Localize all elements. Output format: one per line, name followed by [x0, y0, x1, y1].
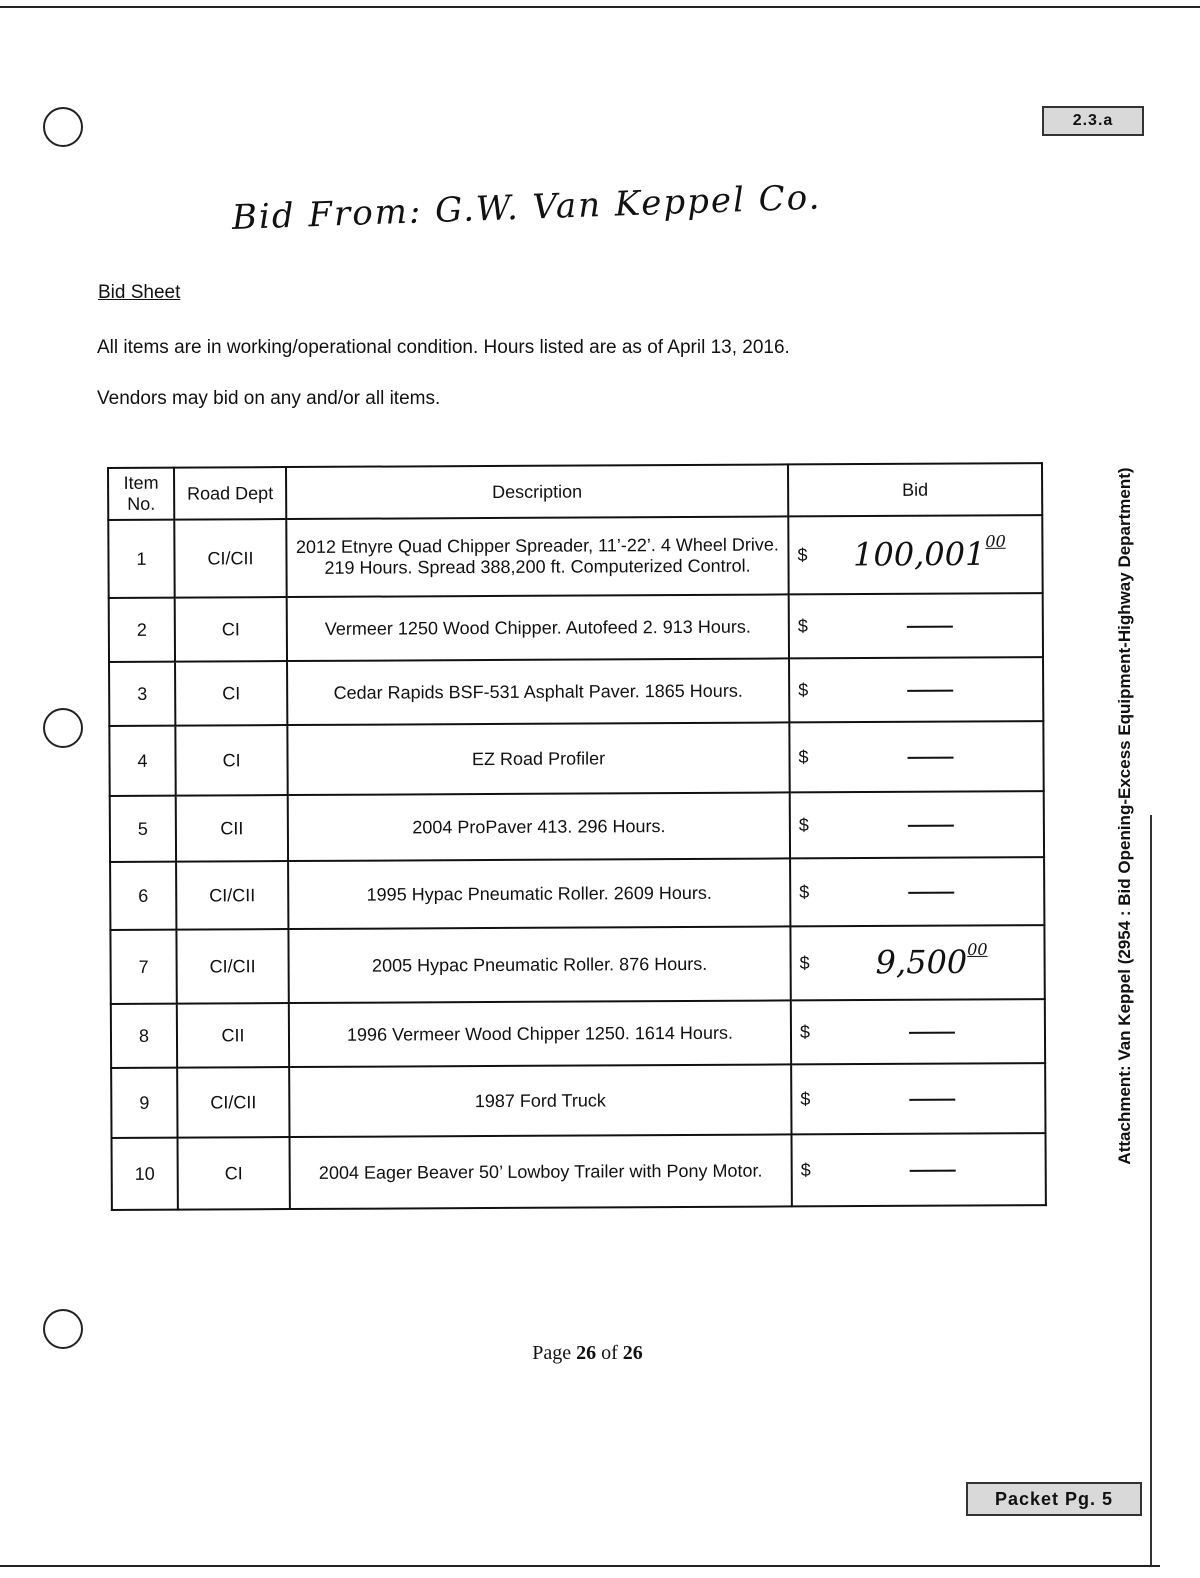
page-prefix: Page	[532, 1342, 572, 1364]
no-bid-dash-icon	[829, 870, 1033, 909]
table-row	[109, 657, 1043, 726]
dash-mark	[907, 625, 953, 627]
bid-cents: 00	[985, 531, 1006, 551]
dollar-sign: $	[800, 1088, 811, 1109]
page-number	[0, 1342, 1175, 1365]
road-dept-cell: CI	[178, 1137, 290, 1210]
page-current: 26	[576, 1342, 597, 1364]
item-number-cell: 10	[112, 1138, 178, 1210]
no-bid-dash-icon	[828, 604, 1032, 643]
description-cell: Vermeer 1250 Wood Chipper. Autofeed 2. 913 Hours.	[287, 594, 789, 661]
item-number-cell: 3	[109, 662, 175, 726]
road-dept-cell: CI	[175, 661, 287, 726]
description-cell: 1996 Vermeer Wood Chipper 1250. 1614 Hours.	[289, 1000, 791, 1067]
table-row	[110, 857, 1044, 930]
bid-cell	[790, 857, 1044, 926]
road-dept-cell: CII	[176, 795, 288, 862]
item-number-cell: 9	[111, 1068, 177, 1138]
no-bid-dash-icon	[830, 1077, 1034, 1116]
no-bid-dash-icon	[830, 1010, 1034, 1049]
attachment-side-label: Attachment: Van Keppel (2954 : Bid Opening-Excess Equipment-Highway Department)	[1115, 467, 1134, 1165]
road-dept-cell: CI/CII	[176, 861, 288, 930]
item-number-cell: 5	[110, 796, 176, 862]
bottom-border-line	[0, 1565, 1160, 1567]
dollar-sign: $	[798, 746, 809, 767]
bid-cell	[791, 999, 1045, 1064]
dash-mark	[910, 1169, 956, 1171]
bid-sheet-heading: Bid Sheet	[98, 282, 181, 303]
table-row	[108, 515, 1042, 598]
no-bid-dash-icon	[828, 668, 1032, 707]
right-border-line	[1150, 815, 1152, 1565]
dash-mark	[908, 824, 954, 826]
description-cell: 2004 Eager Beaver 50’ Lowboy Trailer with Pony Motor.	[290, 1134, 792, 1209]
vendor-paragraph: Vendors may bid on any and/or all items.	[97, 388, 441, 409]
dollar-sign: $	[799, 1021, 811, 1042]
dollar-sign: $	[797, 615, 808, 636]
dash-mark	[909, 1098, 955, 1100]
dash-mark	[909, 1031, 955, 1033]
table-row	[112, 1133, 1046, 1210]
bid-amount: 100,001	[853, 534, 986, 574]
header-bid: Bid	[788, 463, 1042, 516]
page-total: 26	[622, 1342, 643, 1364]
dash-mark	[908, 891, 954, 893]
road-dept-cell: CI/CII	[174, 519, 286, 598]
header-description: Description	[286, 464, 788, 519]
road-dept-cell: CI	[175, 725, 287, 796]
description-cell: 1995 Hypac Pneumatic Roller. 2609 Hours.	[288, 858, 790, 929]
table-row	[111, 999, 1045, 1068]
bid-cell	[791, 1063, 1045, 1134]
item-number-cell: 8	[111, 1004, 177, 1068]
bid-amount: 9,500	[875, 942, 968, 982]
no-bid-dash-icon	[831, 1148, 1035, 1187]
description-cell: 2005 Hypac Pneumatic Roller. 876 Hours.	[288, 926, 790, 1003]
handwritten-bid-amount	[829, 940, 1033, 982]
condition-paragraph: All items are in working/operational condition. Hours listed are as of April 13, 2016.	[97, 337, 790, 358]
road-dept-cell: CI/CII	[176, 929, 288, 1004]
table-row	[109, 593, 1043, 662]
dollar-sign: $	[798, 679, 809, 700]
handwritten-bid-amount	[827, 532, 1031, 574]
road-dept-cell: CI	[175, 597, 287, 662]
page-of: of	[601, 1342, 618, 1364]
bid-cell	[790, 925, 1044, 1000]
punch-hole-icon	[43, 107, 83, 147]
bid-table	[107, 462, 1047, 1211]
item-number-cell: 6	[110, 862, 176, 930]
bid-cell	[789, 657, 1043, 722]
header-road-dept: Road Dept	[174, 467, 286, 520]
item-number-cell: 7	[110, 930, 176, 1004]
table-row	[111, 1063, 1045, 1138]
bid-cell	[790, 791, 1044, 858]
no-bid-dash-icon	[829, 803, 1033, 842]
dash-mark	[907, 689, 953, 691]
item-number-cell: 4	[109, 726, 175, 796]
description-cell: Cedar Rapids BSF-531 Asphalt Paver. 1865 Hours.	[287, 658, 789, 725]
bid-cell	[789, 593, 1043, 658]
table-row	[110, 925, 1044, 1004]
road-dept-cell: CII	[177, 1003, 289, 1068]
dollar-sign: $	[799, 952, 810, 973]
description-cell: EZ Road Profiler	[287, 722, 789, 795]
item-number-cell: 1	[108, 520, 174, 598]
section-stamp: 2.3.a	[1042, 106, 1144, 136]
no-bid-dash-icon	[828, 735, 1032, 774]
dash-mark	[908, 756, 954, 758]
header-item-no: Item No.	[108, 468, 174, 520]
bid-cell	[792, 1133, 1046, 1206]
top-border-line	[0, 6, 1200, 8]
punch-hole-icon	[43, 708, 83, 748]
table-row	[110, 791, 1044, 862]
description-cell: 1987 Ford Truck	[289, 1064, 791, 1137]
description-cell: 2004 ProPaver 413. 296 Hours.	[288, 792, 790, 861]
dollar-sign: $	[798, 814, 809, 835]
bid-cell	[788, 515, 1042, 594]
packet-page-stamp: Packet Pg. 5	[966, 1482, 1142, 1516]
road-dept-cell: CI/CII	[177, 1067, 289, 1138]
bid-cell	[789, 721, 1043, 792]
description-cell: 2012 Etnyre Quad Chipper Spreader, 11’-22’. 4 Wheel Drive. 219 Hours. Spread 388,200 ft. Computerized Control.	[286, 516, 788, 597]
handwritten-bidder-title: Bid From: G.W. Van Keppel Co.	[231, 177, 823, 238]
table-row	[109, 721, 1043, 796]
dollar-sign: $	[799, 881, 810, 902]
dollar-sign: $	[800, 1159, 811, 1180]
dollar-sign: $	[797, 544, 808, 565]
table-header-row	[108, 463, 1042, 520]
item-number-cell: 2	[109, 598, 175, 662]
bid-cents: 00	[967, 939, 988, 959]
